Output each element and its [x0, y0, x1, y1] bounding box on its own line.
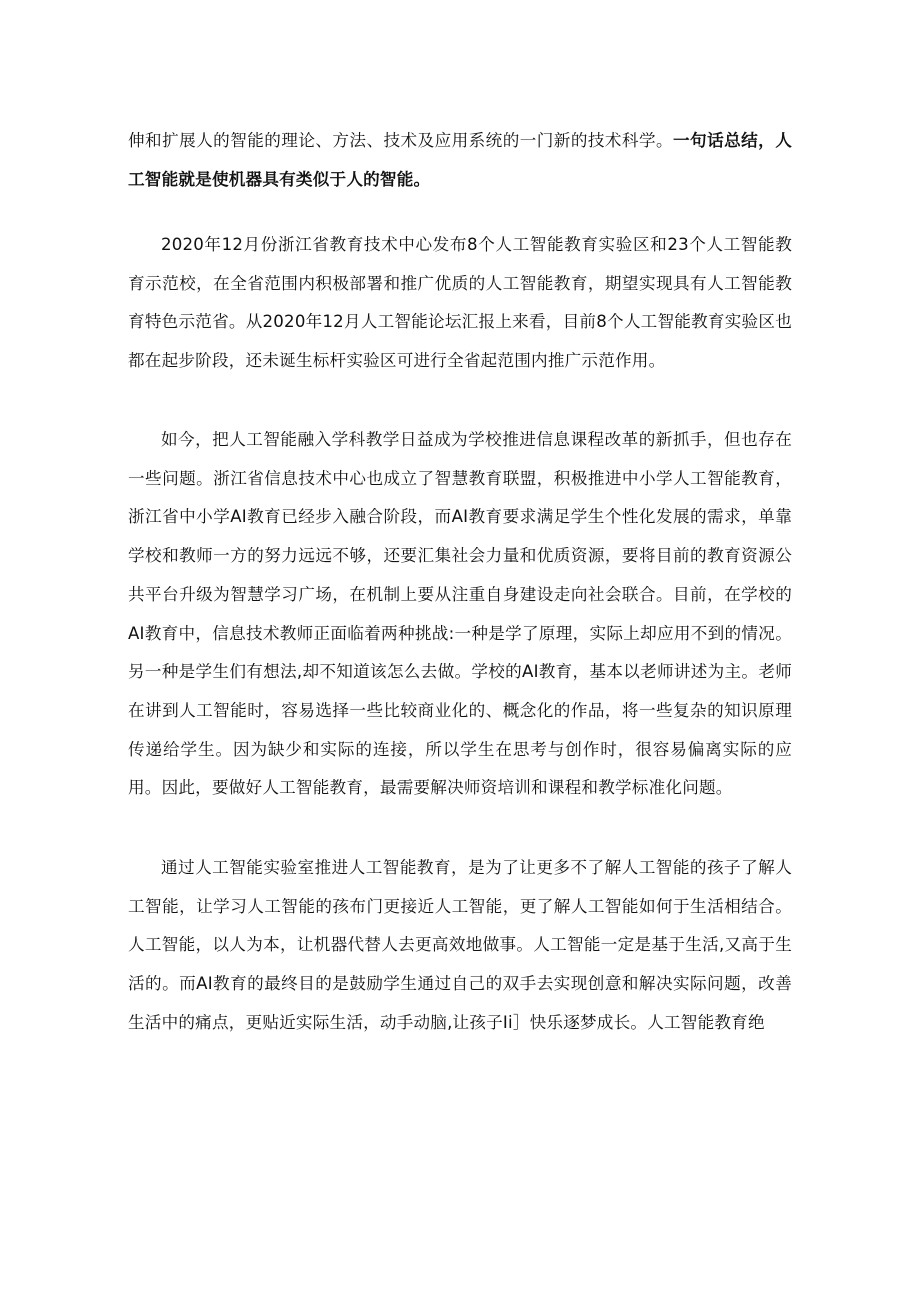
- paragraph-ai-definition: [128, 122, 792, 199]
- paragraph-ai-definition-text: 伸和扩展人的智能的理论、方法、技术及应用系统的一门新的技术科学。: [128, 131, 674, 150]
- paragraph-ai-laboratory: 通过人工智能实验室推进人工智能教育，是为了让更多不了解人工智能的孩子了解人工智能，让学习人工智能的孩布门更接近人工智能，更了解人工智能如何于生活相结合。人工智能，以人为本，让机器代替人去更高效地做事。人工智能一定是基于生活,又高于生活的。而AI教育的最终目的是鼓励学生通过自己的双手去实现创意和解决实际问题，改善生活中的痛点，更贴近实际生活，动手动脑,让孩子Ii］快乐逐梦成长。人工智能教育绝: [128, 858, 792, 1032]
- paragraph-zhejiang-experimental-zones: 2020年12月份浙江省教育技术中心发布8个人工智能教育实验区和23个人工智能教育示范校，在全省范围内积极部署和推广优质的人工智能教育，期望实现具有人工智能教育特色示范省。从2020年12月人工智能论坛汇报上来看，目前8个人工智能教育实验区也都在起步阶段，还未诞生标杆实验区可进行全省起范围内推广示范作用。: [128, 235, 792, 371]
- paragraph-ai-summary-bold: 一句话总结，人工智能就是使机器具有类似于人的智能。: [128, 131, 792, 189]
- paragraph-ai-education-challenges: 如今，把人工智能融入学科教学日益成为学校推进信息课程改革的新抓手，但也存在一些问题。浙江省信息技术中心也成立了智慧教育联盟，积极推进中小学人工智能教育，浙江省中小学AI教育已经步入融合阶段，而AI教育要求满足学生个性化发展的需求，单靠学校和教师一方的努力远远不够，还要汇集社会力量和优质资源，要将目前的教育资源公共平台升级为智慧学习广场，在机制上要从注重自身建设走向社会联合。目前，在学校的AI教育中，信息技术教师正面临着两种挑战:一种是学了原理，实际上却应用不到的情况。另一种是学生们有想法,却不知道该怎么去做。学校的AI教育，基本以老师讲述为主。老师在讲到人工智能时，容易选择一些比较商业化的、概念化的作品，将一些复杂的知识原理传递给学生。因为缺少和实际的连接，所以学生在思考与创作时，很容易偏离实际的应用。因此，要做好人工智能教育，最需要解决师资培训和课程和教学标准化问题。: [128, 430, 792, 798]
